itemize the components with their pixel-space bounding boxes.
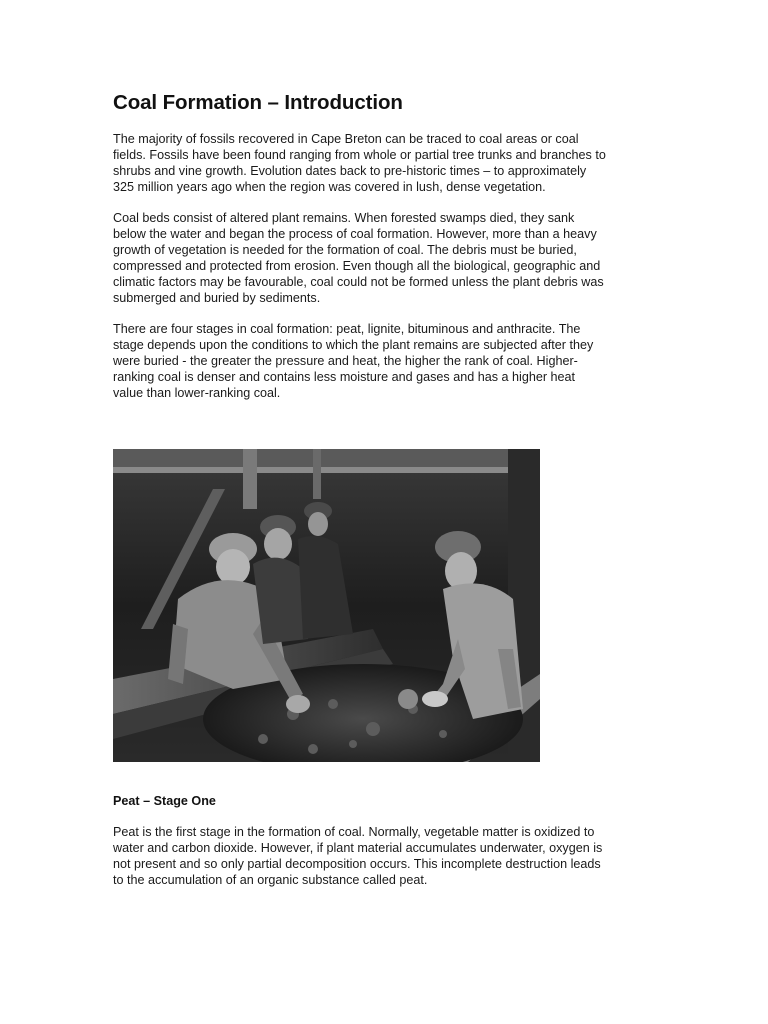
- text-line: growth of vegetation is needed for the formation of coal. The debris must be buried,: [113, 242, 577, 257]
- text-line: below the water and began the process of coal formation. However, more than a heavy: [113, 226, 597, 241]
- text-line: There are four stages in coal formation: peat, lignite, bituminous and anthracite. The: [113, 322, 581, 336]
- text-line: Coal beds consist of altered plant remains. When forested swamps died, they sank: [113, 211, 575, 225]
- text-line: not present and so only partial decomposition occurs. This incomplete destruction leads: [113, 856, 601, 871]
- text-line: shrubs and vine growth. Evolution dates back to pre-historic times – to approximately: [113, 163, 587, 178]
- text-line: stage depends upon the conditions to which the plant remains are subjected after they: [113, 337, 594, 352]
- text-line: were buried - the greater the pressure and heat, the higher the rank of coal. Higher-: [113, 353, 578, 368]
- section-heading-peat: Peat – Stage One: [113, 794, 216, 808]
- intro-paragraph-coal-beds: [113, 211, 658, 306]
- coal-miners-photo: [113, 449, 540, 762]
- text-line: fields. Fossils have been found ranging from whole or partial tree trunks and branches to: [113, 147, 606, 162]
- text-line: to the accumulation of an organic substance called peat.: [113, 872, 428, 887]
- text-line: Peat is the first stage in the formation of coal. Normally, vegetable matter is oxidized to: [113, 825, 595, 839]
- intro-paragraph-fossils: [113, 132, 658, 196]
- text-line: climatic factors may be favourable, coal could not be formed unless the plant debris was: [113, 274, 604, 289]
- text-line: submerged and buried by sediments.: [113, 290, 321, 305]
- coal-miners-illustration: [113, 449, 540, 762]
- text-line: ranking coal is denser and contains less moisture and gases and has a higher heat: [113, 369, 576, 384]
- page-title: Coal Formation – Introduction: [113, 91, 403, 114]
- peat-paragraph: [113, 825, 658, 889]
- text-line: 325 million years ago when the region was covered in lush, dense vegetation.: [113, 179, 546, 194]
- text-line: compressed and protected from erosion. Even though all the biological, geographic and: [113, 258, 601, 273]
- text-line: The majority of fossils recovered in Cape Breton can be traced to coal areas or coal: [113, 132, 579, 146]
- text-line: value than lower-ranking coal.: [113, 385, 281, 400]
- intro-paragraph-stages: [113, 322, 658, 402]
- text-line: water and carbon dioxide. However, if plant material accumulates underwater, oxygen is: [113, 840, 603, 855]
